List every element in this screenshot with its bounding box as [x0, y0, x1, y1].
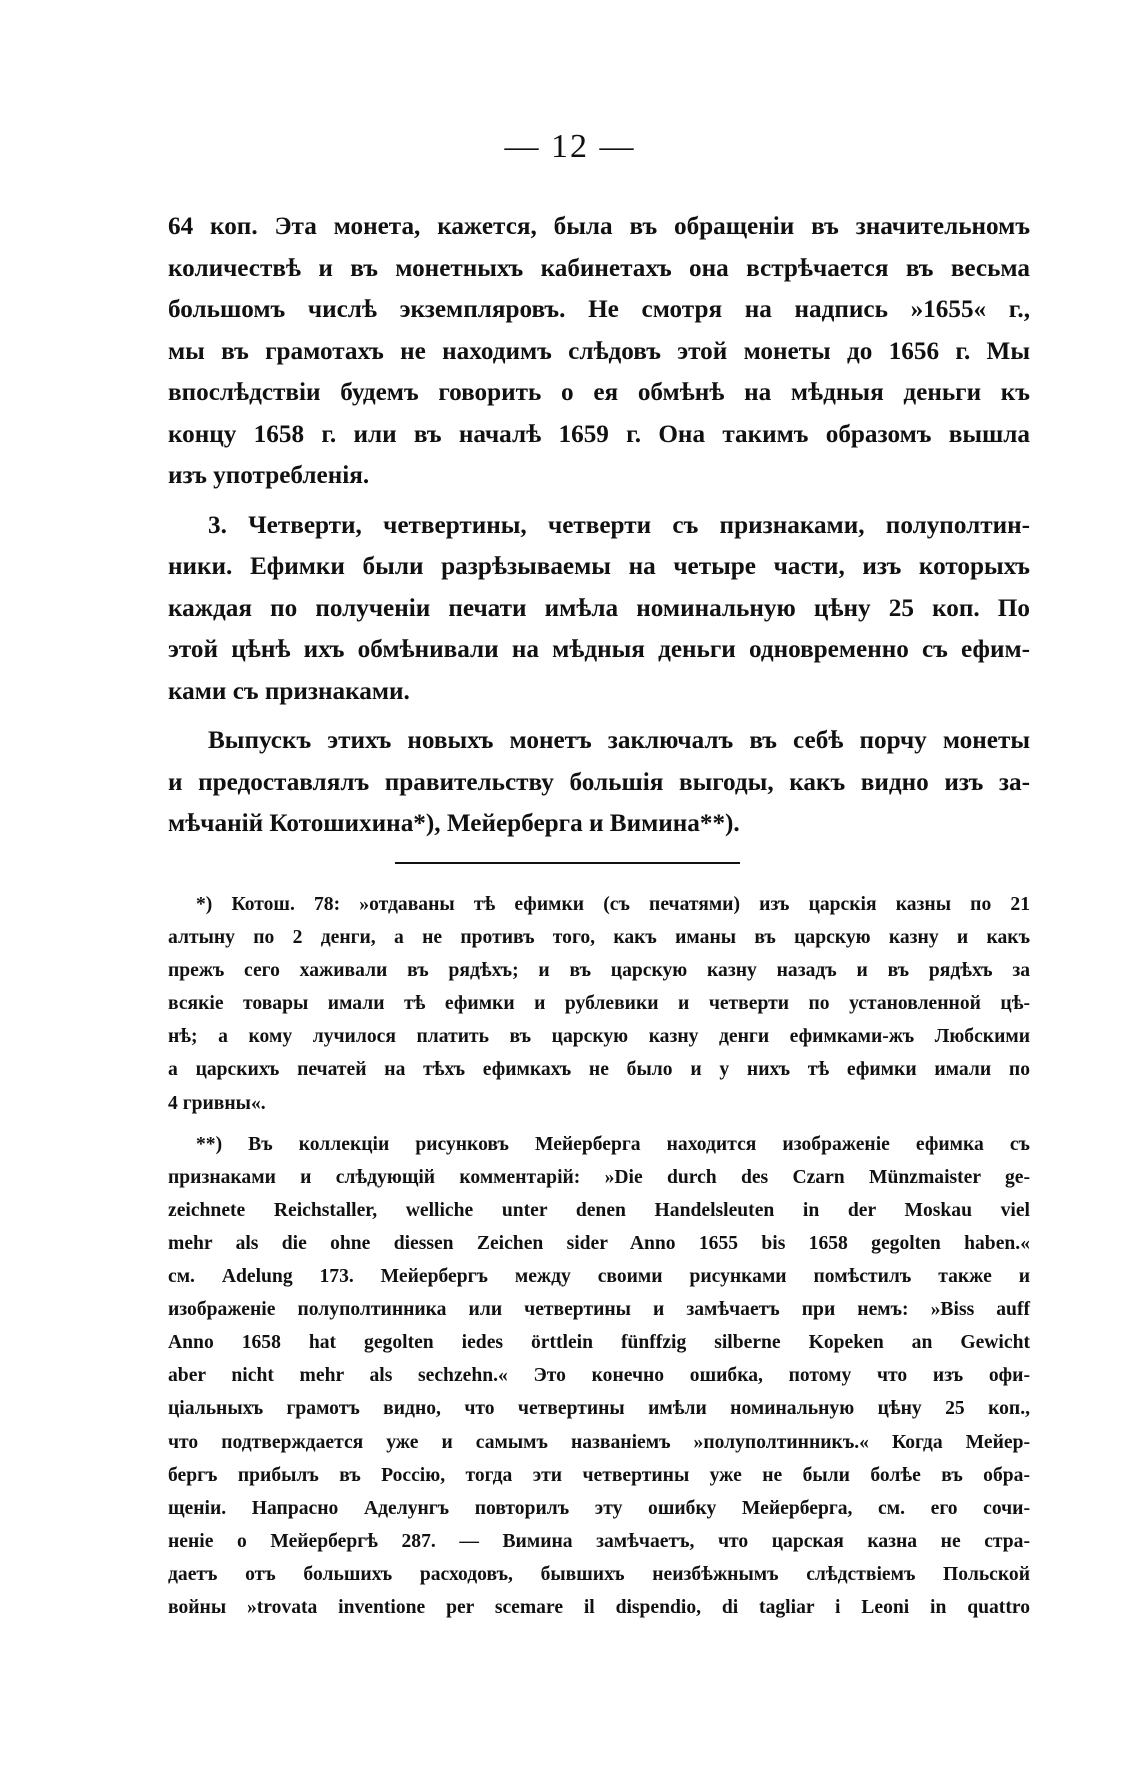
footnote-line: Anno 1658 hat gegolten iedes örttlein fünffzig silberne Kopeken an Gewicht [168, 1332, 1030, 1354]
text-line: ками съ признаками. [168, 677, 410, 705]
footnote-line: всякіе товары имали тѣ ефимки и рублевики и четверти по установленной цѣ- [168, 993, 1030, 1015]
main-text [168, 206, 1030, 845]
footnote-line: даетъ отъ большихъ расходовъ, бывшихъ неизбѣжнымъ слѣдствіемъ Польской [168, 1563, 1030, 1585]
paragraph-1 [168, 206, 1030, 497]
text-line: мѣчаній Котошихина*), Мейерберга и Вимина**). [168, 810, 740, 837]
footnote-line: **) Въ коллекціи рисунковъ Мейерберга находится изображеніе ефимка съ [196, 1133, 1030, 1155]
footnotes [168, 888, 1030, 1624]
footnote-line: бергъ прибылъ въ Россію, тогда эти четвертины уже не были болѣе въ обра- [168, 1464, 1030, 1486]
text-line: и предоставлялъ правительству большія выгоды, какъ видно изъ за- [168, 768, 1030, 796]
footnote-line: aber nicht mehr als sechzehn.« Это конечно ошибка, потому что изъ офи- [168, 1365, 1030, 1387]
footnote-line: щеніи. Напрасно Аделунгъ повторилъ эту ошибку Мейерберга, см. его сочи- [168, 1497, 1030, 1519]
footnote-line: что подтверждается уже и самымъ названіемъ »полуполтинникъ.« Когда Мейер- [168, 1431, 1030, 1453]
footnote-line: неніе о Мейербергѣ 287. — Вимина замѣчаетъ, что царская казна не стра- [168, 1530, 1030, 1552]
text-line: каждая по полученіи печати имѣла номинальную цѣну 25 коп. По [168, 594, 1030, 622]
page-number: — 12 — [504, 128, 636, 165]
footnote-line: нѣ; а кому лучилося платить въ царскую казну денги ефимками-жъ Любскими [168, 1026, 1030, 1048]
text-line: ники. Ефимки были разрѣзываемы на четыре части, изъ которыхъ [168, 553, 1030, 580]
paragraph-3 [168, 720, 1030, 845]
footnote-line: признаками и слѣдующій комментарій: »Die durch des Czarn Münzmaister ge- [168, 1166, 1030, 1188]
text-line: большомъ числѣ экземпляровъ. Не смотря на надпись »1655« г., [168, 296, 1030, 323]
footnote-line: mehr als die ohne diessen Zeichen sider Anno 1655 bis 1658 gegolten haben.« [168, 1232, 1030, 1254]
text-line: Выпускъ этихъ новыхъ монетъ заключалъ въ себѣ порчу монеты [208, 727, 1030, 754]
footnote-line: 4 гривны«. [168, 1092, 266, 1114]
footnote-line: алтыну по 2 денги, а не противъ того, какъ иманы въ царскую казну и какъ [168, 927, 1030, 949]
text-line: концу 1658 г. или въ началѣ 1659 г. Она такимъ образомъ вышла [168, 420, 1030, 448]
footnote-line: см. Adelung 173. Мейербергъ между своими рисунками помѣстилъ также и [168, 1266, 1030, 1288]
footnote-line: а царскихъ печатей на тѣхъ ефимкахъ не было и у нихъ тѣ ефимки имали по [168, 1059, 1030, 1081]
text-line: количествѣ и въ монетныхъ кабинетахъ она встрѣчается въ весьма [168, 254, 1030, 282]
footnote-2 [168, 1128, 1030, 1624]
footnote-1 [168, 888, 1030, 1120]
paragraph-2 [168, 505, 1030, 713]
footnote-line: *) Котош. 78: »отдаваны тѣ ефимки (съ печатями) изъ царскія казны по 21 [196, 894, 1030, 915]
text-line: этой цѣнѣ ихъ обмѣнивали на мѣдныя деньги одновременно съ ефим- [168, 636, 1030, 663]
footnote-line: zeichnete Reichstaller, welliche unter denen Handelsleuten in der Moskau viel [168, 1199, 1030, 1221]
text-line: изъ употребленія. [168, 462, 370, 489]
text-line: впослѣдствіи будемъ говорить о ея обмѣнѣ на мѣдныя деньги къ [168, 379, 1030, 406]
text-line: мы въ грамотахъ не находимъ слѣдовъ этой монеты до 1656 г. Мы [168, 337, 1030, 365]
footnote-line: изображеніе полуполтинника или четвертины и замѣчаетъ при немъ: »Biss auff [168, 1299, 1030, 1321]
text-line: 3. Четверти, четвертины, четверти съ признаками, полуполтин- [208, 511, 1030, 539]
footnote-line: прежъ сего хаживали въ рядѣхъ; и въ царскую казну назадъ и въ рядѣхъ за [168, 960, 1030, 982]
footnote-divider [395, 862, 740, 864]
footnote-line: войны »trovata inventione per scemare il dispendio, di tagliar i Leoni in quattro [168, 1596, 1030, 1618]
text-line: 64 коп. Эта монета, кажется, была въ обращеніи въ значительномъ [168, 213, 1030, 240]
footnote-line: ціальныхъ грамотъ видно, что четвертины имѣли номинальную цѣну 25 коп., [168, 1398, 1030, 1420]
